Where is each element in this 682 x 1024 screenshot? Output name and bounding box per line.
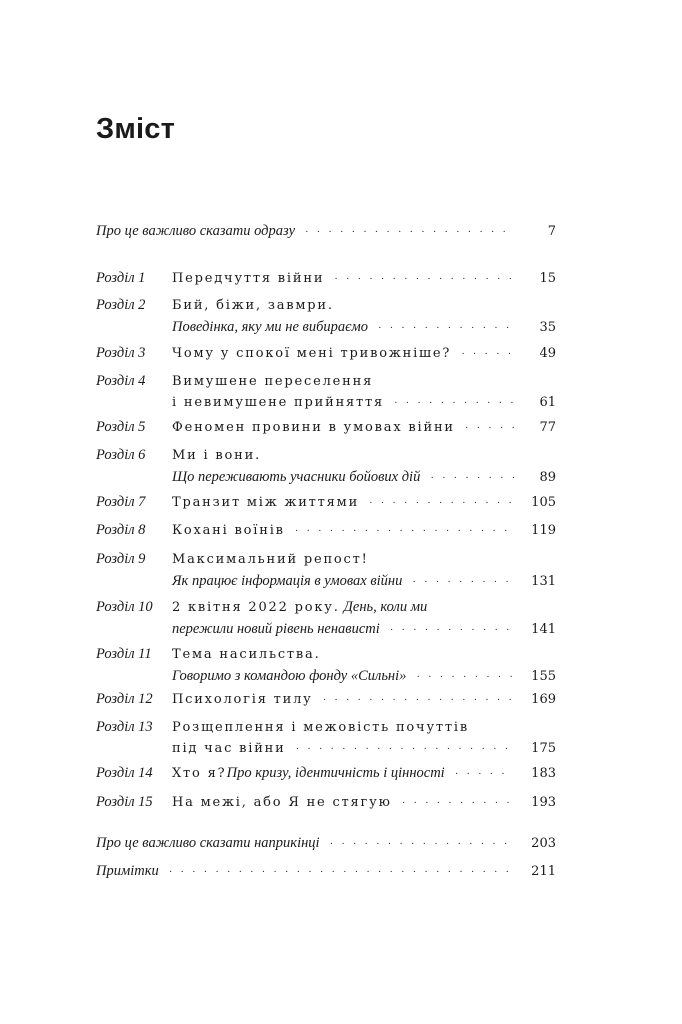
- dot-leader: [461, 343, 514, 365]
- chapter-subtitle: Говоримо з командою фонду «Сильні»: [172, 668, 407, 684]
- chapter-title: Передчуття війни: [172, 271, 325, 286]
- toc-entry-afterword[interactable]: [96, 832, 556, 854]
- chapter-title-italic: Про кризу, ідентичність і цінності: [226, 765, 445, 781]
- page-number: 203: [531, 836, 556, 851]
- chapter-title: Вимушене переселення: [172, 374, 374, 389]
- page-number: 61: [539, 395, 556, 410]
- toc-entry-chapter-3[interactable]: [96, 342, 556, 364]
- chapter-title: Тема насильства.: [172, 647, 321, 662]
- page-number: 77: [539, 420, 556, 435]
- chapter-title: Кохані воїнів: [172, 523, 285, 538]
- chapter-label: Розділ 2: [96, 297, 146, 313]
- chapter-label: Розділ 6: [96, 447, 146, 463]
- chapter-title: Чому у спокої мені тривожніше?: [172, 346, 452, 361]
- chapter-subtitle: пережили новий рівень ненависті: [172, 621, 380, 637]
- page-number: 49: [539, 346, 556, 361]
- toc-entry-chapter-6[interactable]: [96, 444, 556, 488]
- toc-entry-notes[interactable]: [96, 860, 556, 882]
- page-number: 89: [539, 470, 556, 485]
- toc-entry-chapter-11[interactable]: [96, 643, 556, 687]
- chapter-subtitle: Як працює інформація в умовах війни: [172, 573, 403, 589]
- dot-leader: [295, 520, 514, 542]
- page-number: 15: [539, 271, 556, 286]
- chapter-label: Розділ 5: [96, 419, 146, 435]
- page-number: 155: [531, 669, 556, 684]
- chapter-title: Максимальний репост!: [172, 552, 369, 567]
- intro-title: Про це важливо сказати одразу: [96, 223, 295, 239]
- dot-leader: [416, 666, 514, 688]
- toc-entry-chapter-5[interactable]: [96, 416, 556, 438]
- page-number: 193: [531, 795, 556, 810]
- dot-leader: [296, 738, 514, 760]
- chapter-label: Розділ 14: [96, 765, 153, 781]
- chapter-label: Розділ 4: [96, 373, 146, 389]
- chapter-title: На межі, або Я не стягую: [172, 795, 392, 810]
- table-of-contents: [96, 0, 556, 1024]
- chapter-title: Ми і вони.: [172, 448, 262, 463]
- chapter-title-continued: під час війни: [172, 741, 286, 756]
- chapter-label: Розділ 9: [96, 551, 146, 567]
- chapter-label: Розділ 3: [96, 345, 146, 361]
- dot-leader: [369, 492, 514, 514]
- dot-leader: [455, 763, 514, 785]
- page-number: 131: [531, 574, 556, 589]
- chapter-subtitle: Поведінка, яку ми не вибираємо: [172, 319, 368, 335]
- toc-entry-chapter-8[interactable]: [96, 519, 556, 541]
- dot-leader: [465, 417, 514, 439]
- chapter-subtitle: Що переживають учасники бойових дій: [172, 469, 421, 485]
- dot-leader: [334, 268, 514, 290]
- notes-title: Примітки: [96, 863, 159, 879]
- afterword-title: Про це важливо сказати наприкінці: [96, 835, 320, 851]
- chapter-title: Психологія тилу: [172, 692, 313, 707]
- page-number: 183: [531, 766, 556, 781]
- page-number: 105: [531, 495, 556, 510]
- dot-leader: [390, 619, 514, 641]
- page-number: 141: [531, 622, 556, 637]
- dot-leader: [305, 221, 514, 243]
- chapter-title: Хто я?: [172, 766, 227, 781]
- toc-entry-chapter-10[interactable]: [96, 596, 556, 640]
- chapter-label: Розділ 13: [96, 719, 153, 735]
- dot-leader: [430, 467, 514, 489]
- toc-entry-intro[interactable]: [96, 220, 556, 242]
- chapter-title: Розщеплення і межовість почуттів: [172, 720, 469, 735]
- page-title: Зміст: [96, 113, 176, 145]
- chapter-label: Розділ 11: [96, 646, 152, 662]
- toc-entry-chapter-2[interactable]: [96, 294, 556, 338]
- chapter-label: Розділ 10: [96, 599, 153, 615]
- chapter-title-italic: День, коли ми: [343, 599, 428, 615]
- chapter-title: Феномен провини в умовах війни: [172, 420, 455, 435]
- toc-entry-chapter-13[interactable]: [96, 716, 556, 760]
- page-number: 169: [531, 692, 556, 707]
- chapter-label: Розділ 1: [96, 270, 146, 286]
- chapter-title: Транзит між життями: [172, 495, 360, 510]
- toc-entry-chapter-7[interactable]: [96, 491, 556, 513]
- toc-entry-chapter-9[interactable]: [96, 548, 556, 592]
- page-number: 211: [531, 864, 556, 879]
- chapter-title: 2 квітня 2022 року.: [172, 600, 340, 615]
- dot-leader: [378, 317, 514, 339]
- dot-leader: [412, 571, 514, 593]
- toc-entry-chapter-14[interactable]: [96, 762, 556, 784]
- chapter-title: Бий, біжи, завмри.: [172, 298, 334, 313]
- dot-leader: [323, 689, 514, 711]
- toc-entry-chapter-12[interactable]: [96, 688, 556, 710]
- toc-entry-chapter-4[interactable]: [96, 370, 556, 414]
- chapter-title-continued: і невимушене прийняття: [172, 395, 385, 410]
- page-number: 35: [539, 320, 556, 335]
- toc-entry-chapter-15[interactable]: [96, 791, 556, 813]
- dot-leader: [169, 861, 514, 883]
- dot-leader: [394, 392, 514, 414]
- page-number: 7: [547, 224, 556, 239]
- page-number: 119: [531, 523, 556, 538]
- chapter-label: Розділ 7: [96, 494, 146, 510]
- dot-leader: [330, 833, 514, 855]
- chapter-label: Розділ 8: [96, 522, 146, 538]
- chapter-label: Розділ 12: [96, 691, 153, 707]
- chapter-label: Розділ 15: [96, 794, 153, 810]
- page-number: 175: [531, 741, 556, 756]
- toc-entry-chapter-1[interactable]: [96, 267, 556, 289]
- dot-leader: [402, 792, 514, 814]
